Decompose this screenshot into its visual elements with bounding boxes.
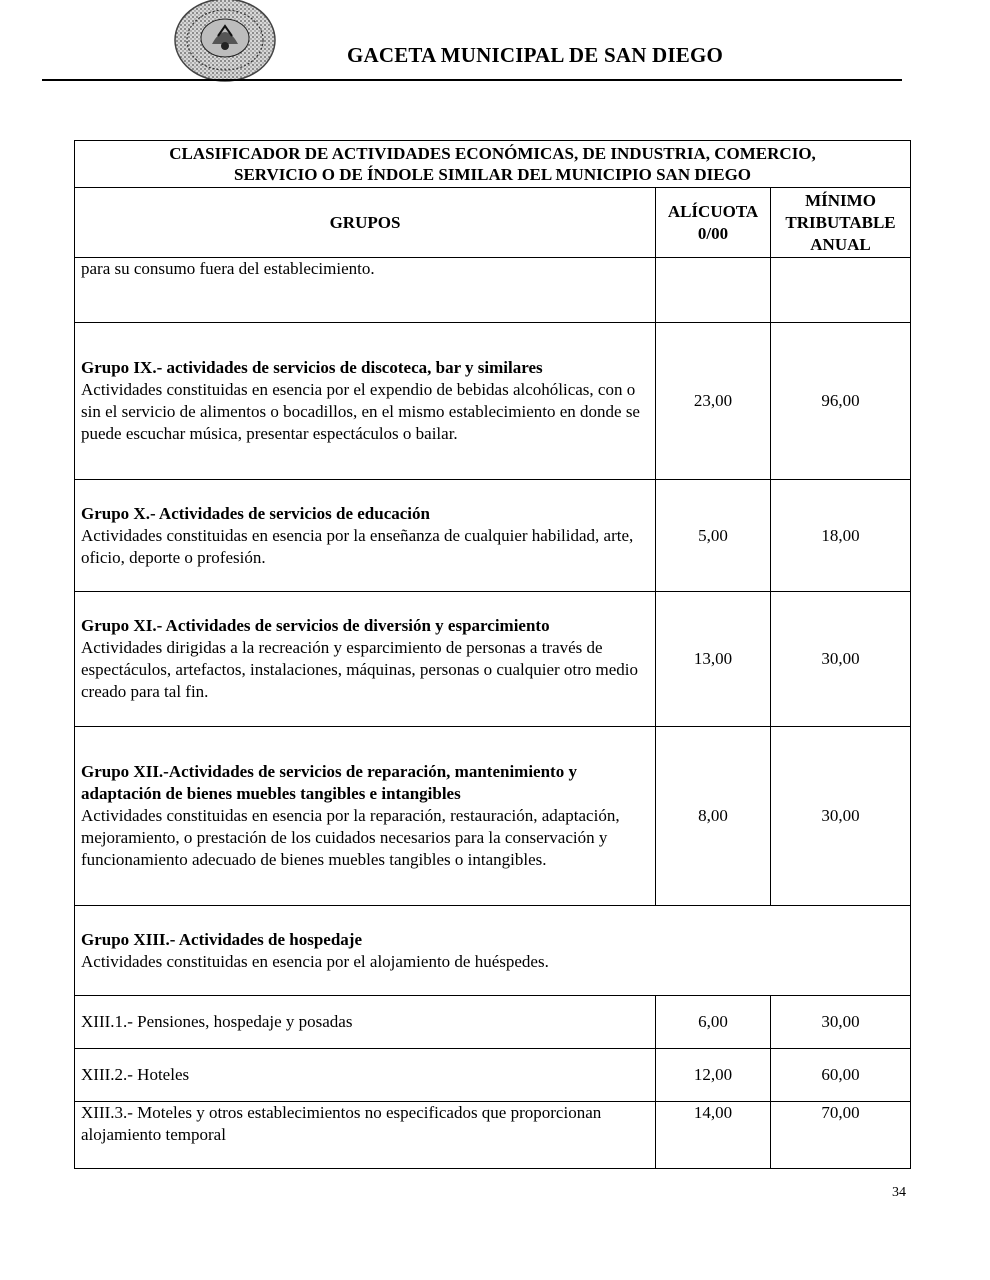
group-cell (75, 727, 656, 906)
header-alicuota (656, 188, 771, 258)
header-minimo-line-3: ANUAL (810, 234, 871, 254)
alicuota-value: 6,00 (656, 996, 771, 1049)
group-title: Grupo XI.- Actividades de servicios de diversión y esparcimiento (81, 616, 550, 635)
alicuota-value: 12,00 (656, 1049, 771, 1102)
empty-cell (771, 258, 911, 323)
header-grupos: GRUPOS (75, 188, 656, 258)
page-number: 34 (892, 1185, 906, 1200)
minimo-value: 30,00 (771, 996, 911, 1049)
group-title: Grupo IX.- actividades de servicios de discoteca, bar y similares (81, 358, 543, 377)
table-title-row (75, 141, 911, 188)
group-cell (75, 592, 656, 727)
subgroup-label: XIII.3.- Moteles y otros establecimientos no especificados que proporcionan alojamiento temporal (75, 1102, 656, 1169)
header-minimo (771, 188, 911, 258)
header-alicuota-line-1: ALÍCUOTA (667, 201, 759, 221)
group-description: Actividades constituidas en esencia por la reparación, restauración, adaptación, mejoramiento, o prestación de los cuidados necesarios para la conservación y funcionamiento adecuado de bienes muebles tangibles o intangibles. (81, 806, 620, 869)
table-row (75, 727, 911, 906)
header-minimo-line-1: MÍNIMO (805, 190, 876, 210)
table-row (75, 996, 911, 1049)
subgroup-label: XIII.2.- Hoteles (75, 1049, 656, 1102)
alicuota-value: 23,00 (656, 323, 771, 480)
empty-cell (656, 258, 771, 323)
group-description: Actividades constituidas en esencia por el expendio de bebidas alcohólicas, con o sin el servicio de alimentos o bocadillos, en el mismo establecimiento en donde se puede escuchar música, presentar espectáculos o bailar. (81, 380, 640, 443)
gazette-title: GACETA MUNICIPAL DE SAN DIEGO (346, 43, 724, 67)
subgroup-label: XIII.1.- Pensiones, hospedaje y posadas (75, 996, 656, 1049)
column-header-row (75, 188, 911, 258)
table-row (75, 1102, 911, 1169)
table-row (75, 592, 911, 727)
alicuota-value: 5,00 (656, 480, 771, 592)
table-row (75, 906, 911, 996)
table-row (75, 1049, 911, 1102)
group-title: Grupo X.- Actividades de servicios de educación (81, 503, 430, 523)
group-description: Actividades constituidas en esencia por el alojamiento de huéspedes. (81, 951, 549, 971)
group-description: Actividades constituidas en esencia por la enseñanza de cualquier habilidad, arte, oficio, deporte o profesión. (81, 525, 634, 567)
table-row (75, 258, 911, 323)
continuation-text: para su consumo fuera del establecimiento. (75, 258, 656, 323)
minimo-value: 60,00 (771, 1049, 911, 1102)
group-cell (75, 323, 656, 480)
alicuota-value: 14,00 (656, 1102, 771, 1169)
header-minimo-line-2: TRIBUTABLE (785, 212, 896, 232)
activity-classifier-table (74, 140, 911, 1169)
group-cell (75, 906, 911, 996)
table-title (75, 141, 911, 188)
alicuota-value: 8,00 (656, 727, 771, 906)
alicuota-value: 13,00 (656, 592, 771, 727)
header-alicuota-line-2: 0/00 (697, 223, 729, 243)
table-title-line-2: SERVICIO O DE ÍNDOLE SIMILAR DEL MUNICIPIO SAN DIEGO (233, 165, 752, 184)
group-description: Actividades dirigidas a la recreación y esparcimiento de personas a través de espectáculos, artefactos, instalaciones, máquinas, personas o cualquier otro medio creado para tal fin. (81, 638, 639, 701)
municipal-seal-icon (172, 0, 278, 84)
table-title-line-1: CLASIFICADOR DE ACTIVIDADES ECONÓMICAS, DE INDUSTRIA, COMERCIO, (169, 144, 816, 163)
group-title: Grupo XII.-Actividades de servicios de reparación, mantenimiento y adaptación de bienes muebles tangibles e intangibles (81, 762, 577, 803)
minimo-value: 30,00 (771, 727, 911, 906)
minimo-value: 70,00 (771, 1102, 911, 1169)
table-row (75, 480, 911, 592)
minimo-value: 30,00 (771, 592, 911, 727)
group-title: Grupo XIII.- Actividades de hospedaje (81, 929, 363, 949)
header-divider (42, 79, 902, 81)
minimo-value: 96,00 (771, 323, 911, 480)
group-cell (75, 480, 656, 592)
minimo-value: 18,00 (771, 480, 911, 592)
table-row (75, 323, 911, 480)
